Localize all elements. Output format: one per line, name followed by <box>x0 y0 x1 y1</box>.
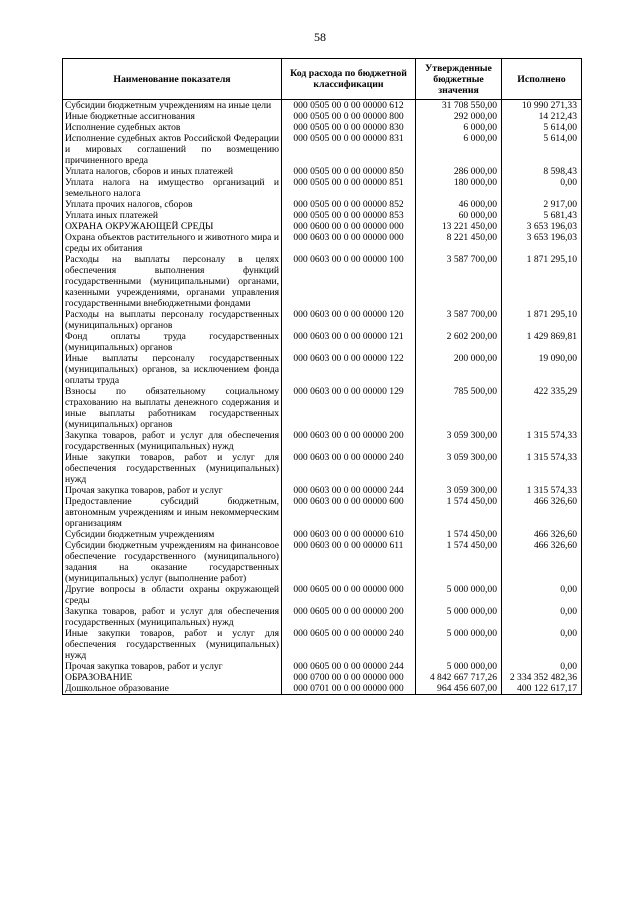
row-code-cell: 000 0605 00 0 00 00000 000 <box>282 584 416 606</box>
row-approved-cell: 5 000 000,00 <box>416 584 502 606</box>
table-row <box>63 254 582 309</box>
table-row <box>63 199 582 210</box>
row-code-cell: 000 0603 00 0 00 00000 244 <box>282 485 416 496</box>
row-code-cell: 000 0505 00 0 00 00000 851 <box>282 177 416 199</box>
row-approved-cell: 1 574 450,00 <box>416 496 502 529</box>
row-executed-cell: 0,00 <box>502 177 582 199</box>
row-approved-cell: 4 842 667 717,26 <box>416 672 502 683</box>
row-name-cell: Уплата налогов, сборов и иных платежей <box>63 166 282 177</box>
row-name-cell: Иные бюджетные ассигнования <box>63 111 282 122</box>
row-executed-cell: 8 598,43 <box>502 166 582 177</box>
table-row <box>63 210 582 221</box>
row-code-cell: 000 0600 00 0 00 00000 000 <box>282 221 416 232</box>
row-executed-cell: 5 614,00 <box>502 122 582 133</box>
table-row <box>63 100 582 112</box>
table-row <box>63 133 582 166</box>
table-row <box>63 111 582 122</box>
row-approved-cell: 200 000,00 <box>416 353 502 386</box>
row-code-cell: 000 0605 00 0 00 00000 240 <box>282 628 416 661</box>
row-code-cell: 000 0605 00 0 00 00000 200 <box>282 606 416 628</box>
table-row <box>63 309 582 331</box>
row-approved-cell: 8 221 450,00 <box>416 232 502 254</box>
budget-table-container <box>62 58 581 695</box>
row-code-cell: 000 0701 00 0 00 00000 000 <box>282 683 416 695</box>
row-code-cell: 000 0505 00 0 00 00000 612 <box>282 100 416 112</box>
row-code-cell: 000 0603 00 0 00 00000 610 <box>282 529 416 540</box>
row-approved-cell: 2 602 200,00 <box>416 331 502 353</box>
row-name-cell: Закупка товаров, работ и услуг для обеспечения государственных (муниципальных) нужд <box>63 606 282 628</box>
row-code-cell: 000 0505 00 0 00 00000 852 <box>282 199 416 210</box>
row-executed-cell: 5 681,43 <box>502 210 582 221</box>
row-approved-cell: 3 059 300,00 <box>416 452 502 485</box>
table-row <box>63 485 582 496</box>
row-approved-cell: 1 574 450,00 <box>416 540 502 584</box>
row-name-cell: ОХРАНА ОКРУЖАЮЩЕЙ СРЕДЫ <box>63 221 282 232</box>
row-approved-cell: 180 000,00 <box>416 177 502 199</box>
row-name-cell: Субсидии бюджетным учреждениям на иные цели <box>63 100 282 112</box>
row-executed-cell: 422 335,29 <box>502 386 582 430</box>
table-row <box>63 606 582 628</box>
row-name-cell: Фонд оплаты труда государственных (муниципальных) органов <box>63 331 282 353</box>
row-code-cell: 000 0505 00 0 00 00000 800 <box>282 111 416 122</box>
row-approved-cell: 292 000,00 <box>416 111 502 122</box>
row-code-cell: 000 0700 00 0 00 00000 000 <box>282 672 416 683</box>
row-approved-cell: 1 574 450,00 <box>416 529 502 540</box>
row-code-cell: 000 0603 00 0 00 00000 121 <box>282 331 416 353</box>
row-executed-cell: 466 326,60 <box>502 529 582 540</box>
row-code-cell: 000 0603 00 0 00 00000 100 <box>282 254 416 309</box>
row-name-cell: Другие вопросы в области охраны окружающей среды <box>63 584 282 606</box>
row-executed-cell: 2 334 352 482,36 <box>502 672 582 683</box>
row-code-cell: 000 0603 00 0 00 00000 000 <box>282 232 416 254</box>
table-row <box>63 177 582 199</box>
row-name-cell: Исполнение судебных актов Российской Федерации и мировых соглашений по возмещению причиненного вреда <box>63 133 282 166</box>
row-executed-cell: 14 212,43 <box>502 111 582 122</box>
table-row <box>63 221 582 232</box>
table-header-row <box>63 59 582 100</box>
row-code-cell: 000 0605 00 0 00 00000 244 <box>282 661 416 672</box>
row-approved-cell: 3 587 700,00 <box>416 254 502 309</box>
row-code-cell: 000 0603 00 0 00 00000 120 <box>282 309 416 331</box>
row-code-cell: 000 0505 00 0 00 00000 830 <box>282 122 416 133</box>
row-code-cell: 000 0505 00 0 00 00000 853 <box>282 210 416 221</box>
table-row <box>63 122 582 133</box>
table-row <box>63 529 582 540</box>
table-row <box>63 683 582 695</box>
budget-execution-table <box>62 58 582 695</box>
row-name-cell: Исполнение судебных актов <box>63 122 282 133</box>
row-executed-cell: 1 429 869,81 <box>502 331 582 353</box>
row-executed-cell: 1 315 574,33 <box>502 485 582 496</box>
header-expense-code: Код расхода по бюджетной классификации <box>282 59 416 100</box>
row-name-cell: Иные закупки товаров, работ и услуг для обеспечения государственных (муниципальных) нужд <box>63 452 282 485</box>
row-code-cell: 000 0505 00 0 00 00000 850 <box>282 166 416 177</box>
table-row <box>63 386 582 430</box>
row-approved-cell: 6 000,00 <box>416 133 502 166</box>
row-approved-cell: 60 000,00 <box>416 210 502 221</box>
row-name-cell: Прочая закупка товаров, работ и услуг <box>63 485 282 496</box>
row-name-cell: Субсидии бюджетным учреждениям <box>63 529 282 540</box>
row-approved-cell: 286 000,00 <box>416 166 502 177</box>
table-row <box>63 584 582 606</box>
row-executed-cell: 466 326,60 <box>502 496 582 529</box>
row-approved-cell: 785 500,00 <box>416 386 502 430</box>
row-executed-cell: 3 653 196,03 <box>502 232 582 254</box>
table-row <box>63 353 582 386</box>
header-executed: Исполнено <box>502 59 582 100</box>
table-row <box>63 672 582 683</box>
row-name-cell: Уплата прочих налогов, сборов <box>63 199 282 210</box>
row-name-cell: Иные выплаты персоналу государственных (муниципальных) органов, за исключением фонда оплаты труда <box>63 353 282 386</box>
row-executed-cell: 1 315 574,33 <box>502 452 582 485</box>
row-code-cell: 000 0603 00 0 00 00000 611 <box>282 540 416 584</box>
row-code-cell: 000 0603 00 0 00 00000 129 <box>282 386 416 430</box>
row-name-cell: Дошкольное образование <box>63 683 282 695</box>
table-row <box>63 540 582 584</box>
row-name-cell: ОБРАЗОВАНИЕ <box>63 672 282 683</box>
row-approved-cell: 31 708 550,00 <box>416 100 502 112</box>
row-name-cell: Иные закупки товаров, работ и услуг для обеспечения государственных (муниципальных) нужд <box>63 628 282 661</box>
table-row <box>63 496 582 529</box>
row-executed-cell: 466 326,60 <box>502 540 582 584</box>
table-row <box>63 452 582 485</box>
row-executed-cell: 19 090,00 <box>502 353 582 386</box>
row-approved-cell: 3 059 300,00 <box>416 430 502 452</box>
table-row <box>63 232 582 254</box>
row-name-cell: Прочая закупка товаров, работ и услуг <box>63 661 282 672</box>
table-row <box>63 430 582 452</box>
row-approved-cell: 3 059 300,00 <box>416 485 502 496</box>
row-executed-cell: 1 871 295,10 <box>502 309 582 331</box>
table-row <box>63 331 582 353</box>
row-name-cell: Закупка товаров, работ и услуг для обеспечения государственных (муниципальных) нужд <box>63 430 282 452</box>
row-code-cell: 000 0603 00 0 00 00000 122 <box>282 353 416 386</box>
row-approved-cell: 964 456 607,00 <box>416 683 502 695</box>
row-executed-cell: 3 653 196,03 <box>502 221 582 232</box>
row-approved-cell: 46 000,00 <box>416 199 502 210</box>
row-approved-cell: 5 000 000,00 <box>416 606 502 628</box>
row-code-cell: 000 0603 00 0 00 00000 240 <box>282 452 416 485</box>
row-approved-cell: 6 000,00 <box>416 122 502 133</box>
table-body <box>63 100 582 695</box>
row-code-cell: 000 0505 00 0 00 00000 831 <box>282 133 416 166</box>
row-name-cell: Взносы по обязательному социальному страхованию на выплаты денежного содержания и иные выплаты работникам государственных (муниципальных) органов <box>63 386 282 430</box>
row-name-cell: Уплата иных платежей <box>63 210 282 221</box>
table-row <box>63 166 582 177</box>
row-name-cell: Расходы на выплаты персоналу в целях обеспечения выполнения функций государственными (муниципальными) органами, казенными учреждениями, органами управления государственными внебюджетными фондами <box>63 254 282 309</box>
row-executed-cell: 400 122 617,17 <box>502 683 582 695</box>
row-executed-cell: 2 917,00 <box>502 199 582 210</box>
row-executed-cell: 1 871 295,10 <box>502 254 582 309</box>
row-executed-cell: 10 990 271,33 <box>502 100 582 112</box>
row-executed-cell: 1 315 574,33 <box>502 430 582 452</box>
header-indicator-name: Наименование показателя <box>63 59 282 100</box>
row-name-cell: Охрана объектов растительного и животного мира и среды их обитания <box>63 232 282 254</box>
row-executed-cell: 0,00 <box>502 661 582 672</box>
row-code-cell: 000 0603 00 0 00 00000 200 <box>282 430 416 452</box>
row-executed-cell: 0,00 <box>502 628 582 661</box>
row-name-cell: Субсидии бюджетным учреждениям на финансовое обеспечение государственного (муниципального) задания на оказание государственных (муниципальных) услуг (выполнение работ) <box>63 540 282 584</box>
table-row <box>63 628 582 661</box>
row-approved-cell: 13 221 450,00 <box>416 221 502 232</box>
row-name-cell: Уплата налога на имущество организаций и земельного налога <box>63 177 282 199</box>
row-approved-cell: 5 000 000,00 <box>416 628 502 661</box>
row-approved-cell: 5 000 000,00 <box>416 661 502 672</box>
table-row <box>63 661 582 672</box>
row-approved-cell: 3 587 700,00 <box>416 309 502 331</box>
row-name-cell: Расходы на выплаты персоналу государственных (муниципальных) органов <box>63 309 282 331</box>
page-number: 58 <box>314 30 326 44</box>
row-name-cell: Предоставление субсидий бюджетным, автономным учреждениям и иным некоммерческим организациям <box>63 496 282 529</box>
row-executed-cell: 5 614,00 <box>502 133 582 166</box>
row-executed-cell: 0,00 <box>502 606 582 628</box>
row-code-cell: 000 0603 00 0 00 00000 600 <box>282 496 416 529</box>
header-approved-values: Утвержденные бюджетные значения <box>416 59 502 100</box>
row-executed-cell: 0,00 <box>502 584 582 606</box>
